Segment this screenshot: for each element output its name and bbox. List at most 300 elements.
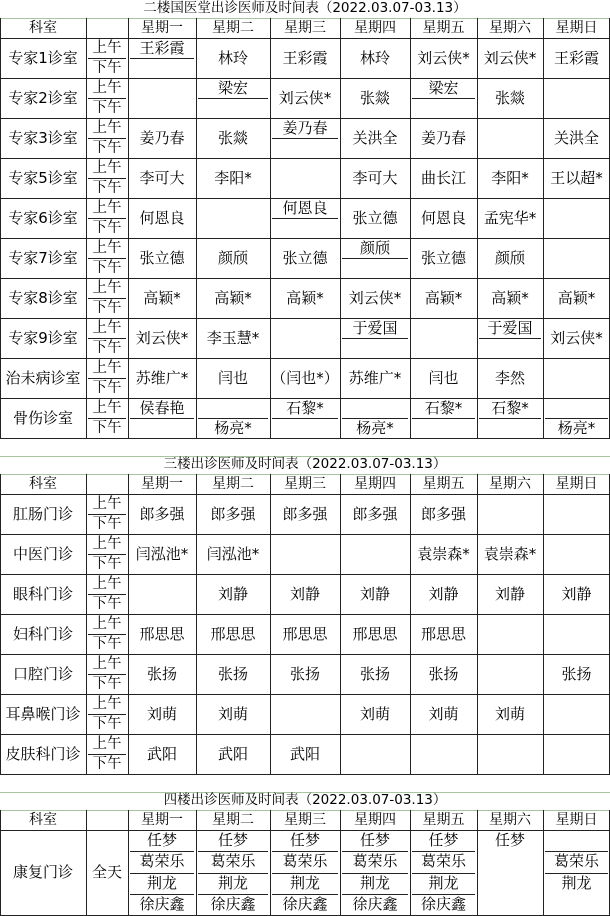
doctor-name: 郎多强 [282,504,328,523]
doctor-name [270,158,340,198]
grid-line [477,18,478,438]
am-label: 上午 [92,79,122,96]
day-header: 星期日 [555,812,598,828]
doctor-name: 闫泓池* [135,544,189,563]
doctor-name: 袁崇森* [483,544,537,563]
day-header: 星期一 [141,812,183,828]
doctor-name: 刘静 [428,584,459,603]
allday-label: 全天 [91,863,122,881]
doctor-name: 李然 [494,368,525,387]
doctor-name: 郎多强 [210,504,256,523]
grid-line [198,98,268,99]
dept-name: 专家7诊室 [8,248,78,267]
grid-line [88,98,126,99]
grid-line [130,851,194,852]
doctor-name: 石黎* [491,398,529,417]
day-header: 星期四 [354,812,396,828]
pm-label: 下午 [92,595,122,612]
grid-line [340,18,341,438]
doctor-name: 于爱国 [352,318,398,337]
am-label: 上午 [92,279,122,296]
pm-label: 下午 [92,219,122,236]
doctor-name: 苏维广* [348,368,402,387]
grid-line [272,873,338,874]
grid-line [479,418,541,419]
grid-line [272,418,338,419]
am-label: 上午 [92,39,122,56]
doctor-name: 刘静 [561,584,592,603]
grid-line [88,138,126,139]
doctor-name [340,534,410,574]
section-title: 四楼出诊医师及时间表（2022.03.07-03.13） [163,792,447,809]
day-header: 星期三 [284,812,326,828]
day-header: 星期五 [422,476,465,492]
grid-line [88,554,126,555]
doctor-name: 徐庆鑫 [420,894,466,913]
am-label: 上午 [92,199,122,216]
doctor-name: 刘云侠* [550,328,603,347]
grid-line [88,754,126,755]
dept-header: 科室 [29,476,57,492]
dept-name: 骨伤诊室 [12,408,73,427]
doctor-name: 李可大 [352,168,398,187]
doctor-name: 高颖* [143,288,181,307]
am-label: 上午 [92,319,122,336]
doctor-name [477,614,543,654]
am-label: 上午 [92,359,122,376]
doctor-name: 徐庆鑫 [352,894,398,913]
grid-line [86,18,87,438]
doctor-name: 刘静 [359,584,390,603]
doctor-name: 曲长江 [420,168,466,187]
doctor-name: 刘云侠* [135,328,189,347]
grid-line [88,298,126,299]
grid-line [0,18,1,438]
doctor-name: 刘静 [494,584,525,603]
day-header: 星期三 [284,20,326,36]
pm-label: 下午 [92,299,122,316]
doctor-name [477,654,543,694]
day-header: 星期四 [354,476,396,492]
doctor-name: 高颖* [214,288,252,307]
grid-line [130,418,194,419]
doctor-name: 林玲 [359,48,390,67]
doctor-name: 任梦 [289,831,320,850]
grid-line [342,418,408,419]
doctor-name [340,734,410,774]
doctor-name: 荆龙 [146,873,177,892]
dept-name: 专家9诊室 [8,328,78,347]
doctor-name: 石黎* [424,398,463,417]
grid-line [88,514,126,515]
doctor-name: 刘云侠* [278,88,332,107]
doctor-name: 苏维广* [135,368,189,387]
day-header: 星期二 [212,476,254,492]
doctor-name: 张燚 [217,128,248,147]
doctor-name: 葛荣乐 [282,852,328,871]
grid-line [477,474,478,774]
doctor-name: 刘萌 [359,704,390,723]
doctor-name: 刘静 [289,584,320,603]
am-label: 上午 [92,399,122,416]
grid-line [545,873,608,874]
grid-line [0,810,1,916]
doctor-name [477,118,543,158]
doctor-name: 任梦 [359,831,390,850]
grid-line [270,18,271,438]
day-header: 星期三 [284,476,326,492]
grid-line [86,474,87,774]
pm-label: 下午 [92,419,122,436]
doctor-name: 邢思思 [139,624,185,643]
doctor-name: 张扬 [289,664,320,683]
grid-line [88,338,126,339]
doctor-name: 王彩霞 [553,48,599,67]
am-label: 上午 [92,119,122,136]
doctor-name: 颜颀 [494,248,525,267]
doctor-name: 姜乃春 [420,128,466,147]
doctor-name: 王以超* [550,168,603,187]
doctor-name [477,851,543,872]
doctor-name: 颜颀 [217,248,248,267]
doctor-name: 王彩霞 [282,48,328,67]
grid-line [130,873,194,874]
doctor-name: 杨亮* [356,418,394,437]
grid-line [196,810,197,916]
doctor-name: 闫泓池* [206,544,260,563]
doctor-name: 荆龙 [289,873,320,892]
day-header: 星期二 [212,20,254,36]
grid-line [196,18,197,438]
doctor-name [543,78,610,118]
doctor-name [543,894,610,915]
grid-line [270,810,271,916]
doctor-name: 徐庆鑫 [210,894,256,913]
grid-line [342,894,408,895]
doctor-name: 郎多强 [420,504,466,523]
grid-line [88,178,126,179]
am-label: 上午 [92,655,122,672]
doctor-name [543,198,610,238]
grid-line [196,474,197,774]
doctor-name: 关洪全 [352,128,398,147]
grid-line [340,810,341,916]
day-header: 星期日 [555,476,598,492]
doctor-name: 葛荣乐 [420,852,466,871]
doctor-name: 何恩良 [139,208,185,227]
doctor-name [543,830,610,851]
doctor-name: 邢思思 [282,624,328,643]
doctor-name: 邢思思 [352,624,398,643]
doctor-name: 高颖* [286,288,324,307]
grid-line [412,894,475,895]
doctor-name [128,574,196,614]
am-label: 上午 [92,495,122,512]
doctor-name [543,494,610,534]
dept-header: 科室 [29,20,57,36]
doctor-name: 石黎* [286,398,324,417]
dept-name: 康复门诊 [12,863,73,881]
grid-line [198,873,268,874]
grid-line [88,418,126,419]
grid-line [272,894,338,895]
doctor-name: 武阳 [217,744,248,763]
grid-line [412,418,475,419]
doctor-name: 高颖* [424,288,463,307]
doctor-name [543,614,610,654]
doctor-name: 梁宏 [217,78,248,97]
doctor-name: 杨亮* [557,418,596,437]
pm-label: 下午 [92,755,122,772]
doctor-name: 郎多强 [139,504,185,523]
doctor-name: 李阳* [214,168,252,187]
doctor-name: 邢思思 [210,624,256,643]
doctor-name: 葛荣乐 [352,852,398,871]
dept-name: 专家2诊室 [8,88,78,107]
doctor-name: 何恩良 [282,198,328,217]
doctor-name: 张扬 [359,664,390,683]
day-header: 星期一 [141,476,183,492]
doctor-name: 郎多强 [352,504,398,523]
doctor-name: 张燚 [359,88,390,107]
am-label: 上午 [92,575,122,592]
dept-name: 中医门诊 [12,544,73,563]
doctor-name: 关洪全 [553,128,599,147]
grid-line [88,634,126,635]
dept-name: 治未病诊室 [5,368,81,387]
day-header: 星期四 [354,20,396,36]
doctor-name: 刘萌 [428,704,459,723]
grid-line [86,810,87,916]
doctor-name: 刘云侠* [483,48,537,67]
doctor-name [543,734,610,774]
doctor-name: 荆龙 [359,873,390,892]
doctor-name [410,318,477,358]
am-label: 上午 [92,695,122,712]
am-label: 上午 [92,239,122,256]
section-title: 二楼国医堂出诊医师及时间表（2022.03.07-03.13） [143,0,467,17]
doctor-name: 张扬 [146,664,177,683]
doctor-name: 刘萌 [146,704,177,723]
pm-label: 下午 [92,515,122,532]
doctor-name: 袁崇森* [417,544,470,563]
section-title: 三楼出诊医师及时间表（2022.03.07-03.13） [163,456,447,473]
doctor-name: 李阳* [491,168,529,187]
grid-line [88,258,126,259]
pm-label: 下午 [92,179,122,196]
doctor-name: 葛荣乐 [210,852,256,871]
doctor-name: 何恩良 [420,208,466,227]
doctor-name: 徐庆鑫 [282,894,328,913]
doctor-name: 张燚 [494,88,525,107]
grid-line [477,810,478,916]
day-header: 星期六 [489,20,531,36]
grid-line [128,474,129,774]
doctor-name [128,78,196,118]
grid-line [272,138,338,139]
pm-label: 下午 [92,555,122,572]
grid-line [412,98,475,99]
grid-line [88,218,126,219]
doctor-name [477,734,543,774]
doctor-name: 张扬 [217,664,248,683]
doctor-name: 张立德 [282,248,328,267]
doctor-name: 刘萌 [494,704,525,723]
doctor-name: 林玲 [217,48,248,67]
grid-line [545,851,608,852]
grid-line [412,873,475,874]
grid-line [0,774,610,775]
grid-line [128,810,129,916]
grid-line [342,851,408,852]
grid-line [198,894,268,895]
doctor-name [543,694,610,734]
doctor-name: 王彩霞 [139,38,185,57]
doctor-name: 闫也 [217,368,248,387]
am-label: 上午 [92,615,122,632]
day-header: 星期六 [489,812,531,828]
pm-label: 下午 [92,379,122,396]
doctor-name: （闫也*） [271,368,339,387]
grid-line [198,418,268,419]
grid-line [272,851,338,852]
grid-line [342,873,408,874]
grid-line [342,258,408,259]
doctor-name: 邢思思 [420,624,466,643]
grid-line [340,474,341,774]
doctor-name [270,318,340,358]
grid-line [88,714,126,715]
doctor-name: 任梦 [146,831,177,850]
grid-line [88,378,126,379]
grid-line [88,594,126,595]
day-header: 星期日 [555,20,598,36]
dept-name: 专家1诊室 [8,48,78,67]
doctor-name: 张立德 [139,248,185,267]
grid-line [128,18,129,438]
doctor-name: 张立德 [352,208,398,227]
grid-line [0,438,610,439]
grid-line [410,474,411,774]
doctor-name [270,694,340,734]
day-header: 星期二 [212,812,254,828]
dept-name: 专家8诊室 [8,288,78,307]
doctor-name: 刘静 [217,584,248,603]
dept-name: 皮肤科门诊 [5,744,81,763]
doctor-name: 刘云侠* [348,288,402,307]
grid-line [130,894,194,895]
dept-name: 眼科门诊 [12,584,73,603]
pm-label: 下午 [92,635,122,652]
day-header: 星期五 [422,20,465,36]
doctor-name [270,534,340,574]
pm-label: 下午 [92,339,122,356]
grid-line [272,218,338,219]
doctor-name: 刘萌 [217,704,248,723]
doctor-name: 张扬 [561,664,592,683]
day-header: 星期五 [422,812,465,828]
doctor-name [477,894,543,915]
doctor-name: 张立德 [420,248,466,267]
doctor-name: 徐庆鑫 [139,894,185,913]
doctor-name: 李可大 [139,168,185,187]
doctor-name: 葛荣乐 [139,852,185,871]
grid-line [88,674,126,675]
pm-label: 下午 [92,259,122,276]
day-header: 星期一 [141,20,183,36]
doctor-name [196,198,270,238]
grid-line [479,338,541,339]
day-header: 星期六 [489,476,531,492]
dept-name: 妇科门诊 [12,624,73,643]
dept-name: 专家6诊室 [8,208,78,227]
pm-label: 下午 [92,99,122,116]
dept-name: 耳鼻喉门诊 [5,704,81,723]
doctor-name: 颜颀 [359,238,390,257]
doctor-name: 姜乃春 [282,118,328,137]
grid-line [543,474,544,774]
doctor-name: 荆龙 [428,873,459,892]
doctor-name: 梁宏 [428,78,459,97]
grid-line [410,810,411,916]
doctor-name: 武阳 [289,744,320,763]
grid-line [543,810,544,916]
dept-header: 科室 [29,812,57,828]
doctor-name: 荆龙 [561,873,592,892]
doctor-name: 高颖* [491,288,529,307]
grid-line [543,18,544,438]
grid-line [545,418,608,419]
doctor-name: 李玉慧* [206,328,260,347]
doctor-name: 于爱国 [487,318,533,337]
doctor-name: 张扬 [428,664,459,683]
am-label: 上午 [92,159,122,176]
grid-line [130,58,194,59]
doctor-name: 刘云侠* [417,48,470,67]
doctor-name: 葛荣乐 [553,852,599,871]
grid-line [342,338,408,339]
doctor-name [477,873,543,894]
doctor-name: 高颖* [557,288,596,307]
doctor-name [543,358,610,398]
doctor-name [410,734,477,774]
grid-line [270,474,271,774]
doctor-name: 任梦 [428,831,459,850]
grid-line [198,851,268,852]
dept-name: 专家5诊室 [8,168,78,187]
doctor-name [477,494,543,534]
doctor-name: 任梦 [494,831,525,850]
doctor-name: 杨亮* [214,418,252,437]
pm-label: 下午 [92,715,122,732]
doctor-name: 姜乃春 [139,128,185,147]
doctor-name [543,238,610,278]
grid-line [0,474,1,774]
dept-name: 肛肠门诊 [12,504,73,523]
am-label: 上午 [92,735,122,752]
doctor-name: 武阳 [146,744,177,763]
dept-name: 口腔门诊 [12,664,73,683]
pm-label: 下午 [92,59,122,76]
grid-line [88,58,126,59]
doctor-name: 闫也 [428,368,459,387]
doctor-name: 孟宪华* [483,208,537,227]
doctor-name: 荆龙 [217,873,248,892]
doctor-name: 任梦 [217,831,248,850]
doctor-name: 侯春艳 [139,398,185,417]
pm-label: 下午 [92,675,122,692]
dept-name: 专家3诊室 [8,128,78,147]
